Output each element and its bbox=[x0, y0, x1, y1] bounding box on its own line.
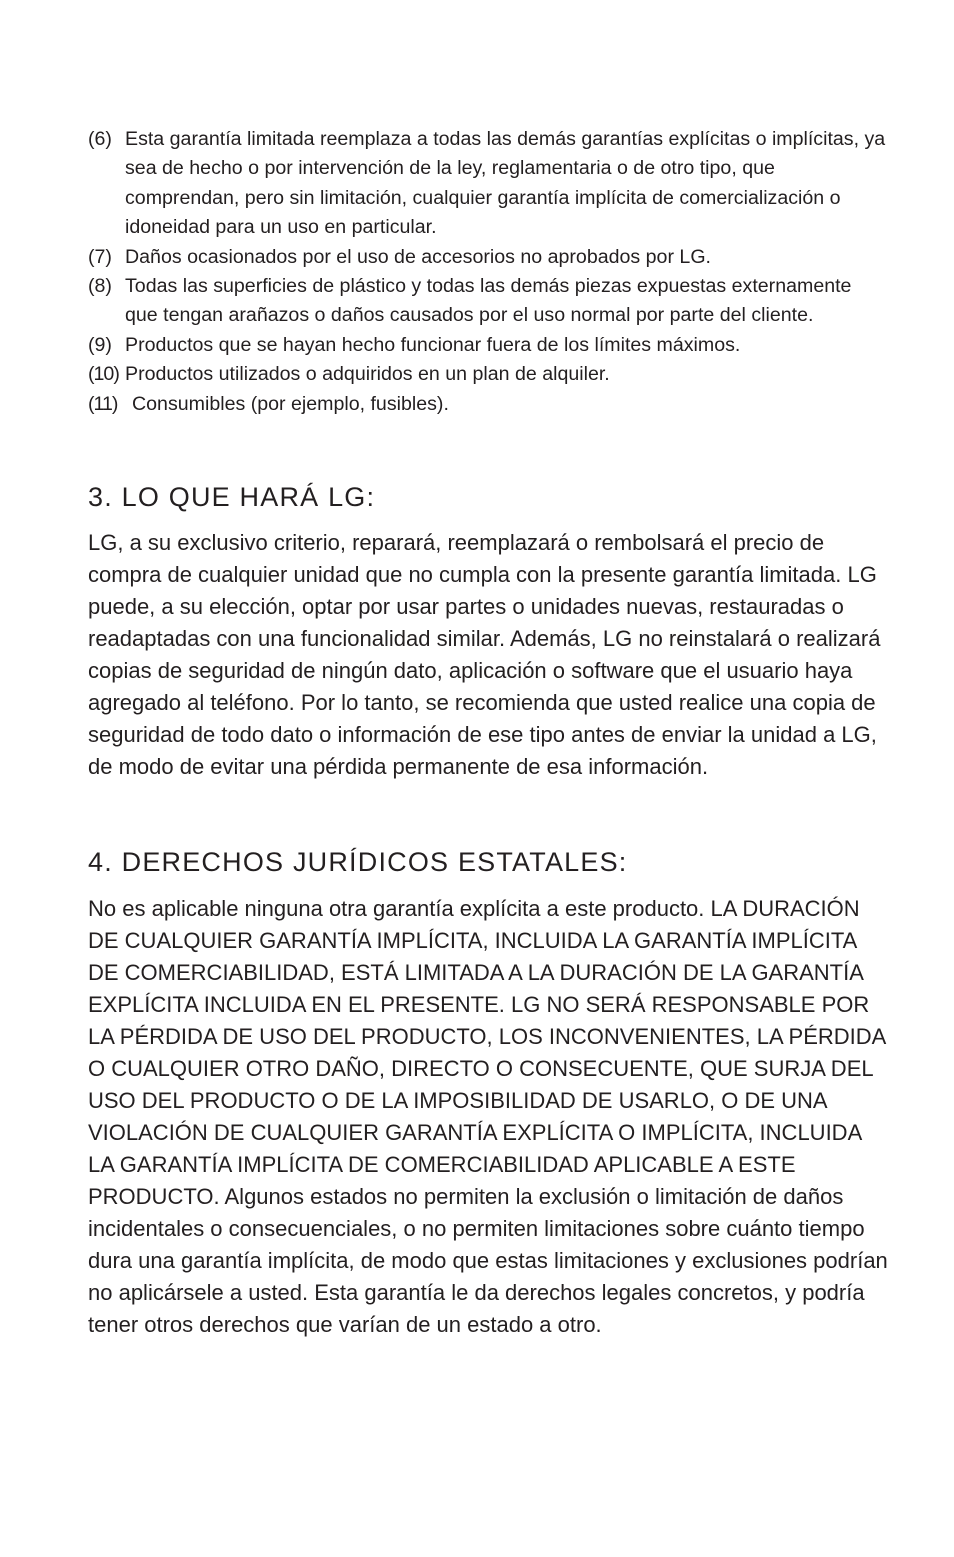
list-item-number: (6) bbox=[88, 128, 112, 150]
list-item-number: (8) bbox=[88, 275, 112, 298]
list-item-number: (11) bbox=[88, 392, 118, 415]
list-item-number: (9) bbox=[88, 333, 112, 356]
list-item-text: Productos que se hayan hecho funcionar fuera de los límites máximos. bbox=[125, 333, 741, 356]
list-item bbox=[88, 125, 888, 243]
exclusions-list bbox=[88, 125, 888, 419]
list-item-text: Consumibles (por ejemplo, fusibles). bbox=[132, 392, 449, 415]
list-item-number: (10) bbox=[88, 363, 119, 386]
list-item bbox=[88, 272, 888, 331]
list-item bbox=[88, 243, 888, 272]
list-item-text: Productos utilizados o adquiridos en un plan de alquiler. bbox=[125, 363, 610, 386]
list-item bbox=[88, 390, 888, 419]
list-item-text: Todas las superficies de plástico y todas las demás piezas expuestas externamente que tengan arañazos o daños causados por el uso normal por parte del cliente. bbox=[125, 275, 852, 327]
section-4-heading: 4. DERECHOS JURÍDICOS ESTATALES: bbox=[88, 847, 628, 877]
list-item-text: Esta garantía limitada reemplaza a todas las demás garantías explícitas o implícitas, ya sea de hecho o por intervención de la ley, reglamentaria o de otro tipo, que comprendan, pero sin limitación, cualquier garantía implícita de comercialización o idoneidad para un uso en particular. bbox=[125, 128, 886, 239]
section-3-body: LG, a su exclusivo criterio, reparará, reemplazará o rembolsará el precio de compra de cualquier unidad que no cumpla con la presente garantía limitada. LG puede, a su elección, optar por usar partes o unidades nuevas, restauradas o readaptadas con una funcionalidad similar. Además, LG no reinstalará o realizará copias de seguridad de ningún dato, aplicación o software que el usuario haya agregado al teléfono. Por lo tanto, se recomienda que usted realice una copia de seguridad de todo dato o información de ese tipo antes de enviar la unidad a LG, de modo de evitar una pérdida permanente de esa información. bbox=[88, 530, 881, 779]
section-4-body: No es aplicable ninguna otra garantía explícita a este producto. LA DURACIÓN DE CUALQUIER GARANTÍA IMPLÍCITA, INCLUIDA LA GARANTÍA IMPLÍCITA DE COMERCIABILIDAD, ESTÁ LIMITADA A LA DURACIÓN DE LA GARANTÍA EXPLÍCITA INCLUIDA EN EL PRESENTE. LG NO SERÁ RESPONSABLE POR LA PÉRDIDA DE USO DEL PRODUCTO, LOS INCONVENIENTES, LA PÉRDIDA O CUALQUIER OTRO DAÑO, DIRECTO O CONSECUENTE, QUE SURJA DEL USO DEL PRODUCTO O DE LA IMPOSIBILIDAD DE USARLO, O DE UNA VIOLACIÓN DE CUALQUIER GARANTÍA EXPLÍCITA O IMPLÍCITA, INCLUIDA LA GARANTÍA IMPLÍCITA DE COMERCIABILIDAD APLICABLE A ESTE PRODUCTO. Algunos estados no permiten la exclusión o limitación de daños incidentales o consecuenciales, o no permiten limitaciones sobre cuánto tiempo dura una garantía implícita, de modo que estas limitaciones y exclusiones podrían no aplicársele a usted. Esta garantía le da derechos legales concretos, y podría tener otros derechos que varían de un estado a otro. bbox=[88, 896, 888, 1337]
section-3-heading: 3. LO QUE HARÁ LG: bbox=[88, 482, 376, 512]
list-item bbox=[88, 360, 888, 389]
list-item bbox=[88, 331, 888, 360]
list-item-text: Daños ocasionados por el uso de accesorios no aprobados por LG. bbox=[125, 245, 712, 268]
list-item-number: (7) bbox=[88, 245, 112, 268]
